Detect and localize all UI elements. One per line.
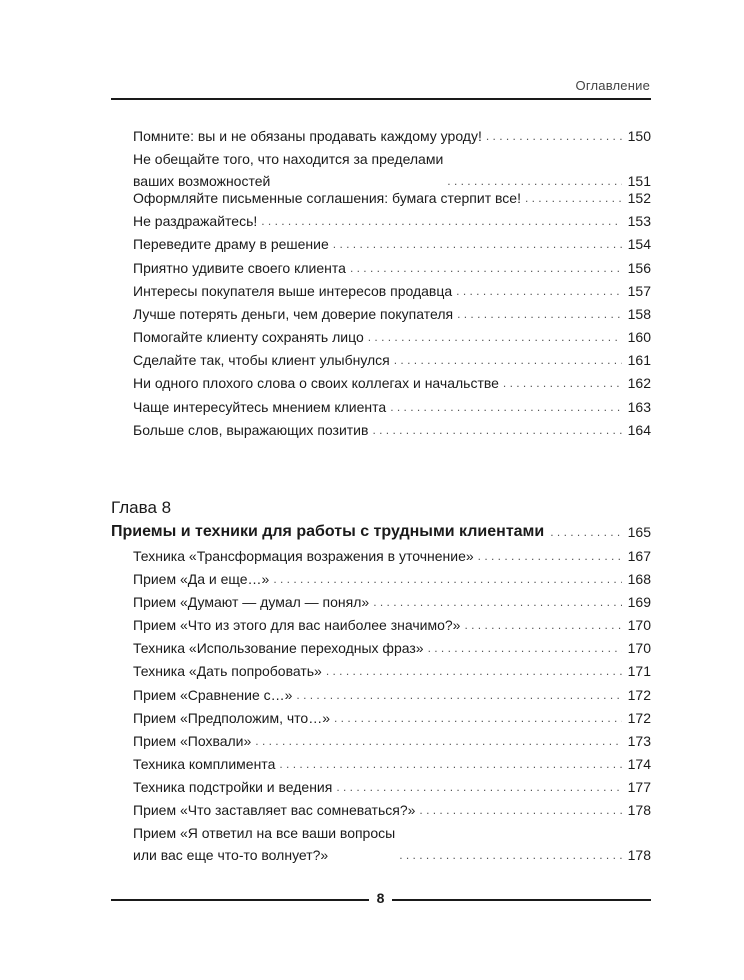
- chapter-title-entry[interactable]: [111, 520, 651, 544]
- toc-entry[interactable]: [133, 637, 651, 659]
- dot-leader: [390, 396, 621, 418]
- toc-entry[interactable]: [133, 187, 651, 209]
- page-number: 8: [376, 890, 385, 906]
- toc-entry-page: 172: [627, 687, 651, 703]
- toc-entry-page: 161: [627, 352, 651, 368]
- toc-entry-title: Прием «Да и еще…»: [133, 571, 270, 587]
- toc-entry-title: Больше слов, выражающих позитив: [133, 422, 369, 438]
- dot-leader: [279, 753, 621, 775]
- toc-entry-page: 163: [627, 399, 651, 415]
- toc-entry-page: 164: [627, 422, 651, 438]
- toc-entry[interactable]: [133, 660, 651, 682]
- toc-entry-title: Оформляйте письменные соглашения: бумага стерпит все!: [133, 190, 521, 206]
- toc-entry-page: 157: [627, 283, 651, 299]
- dot-leader: [333, 233, 622, 255]
- toc-entry-page: 171: [627, 663, 651, 679]
- header-rule: [111, 98, 651, 100]
- dot-leader: [372, 419, 621, 441]
- dot-leader: [273, 568, 621, 590]
- dot-leader: [457, 303, 622, 325]
- toc-entry[interactable]: [133, 125, 651, 147]
- toc-entry-title: Переведите драму в решение: [133, 236, 329, 252]
- chapter-label: Глава 8: [111, 498, 172, 517]
- toc-entry-page: 169: [627, 594, 651, 610]
- toc-entry-page: 160: [627, 329, 651, 345]
- toc-entry-title: Чаще интересуйтесь мнением клиента: [133, 399, 387, 415]
- dot-leader: [296, 684, 621, 706]
- toc-entry[interactable]: [133, 233, 651, 255]
- toc-entry[interactable]: [133, 280, 651, 302]
- toc-entry[interactable]: [133, 349, 651, 371]
- toc-entry-title: Прием «Что заставляет вас сомневаться?»: [133, 802, 416, 818]
- toc-entry-title: Помогайте клиенту сохранять лицо: [133, 329, 364, 345]
- toc-entry[interactable]: [133, 148, 651, 192]
- chapter-page: 165: [627, 524, 651, 540]
- toc-entry-page: 178: [627, 847, 651, 863]
- dot-leader: [550, 520, 621, 544]
- toc-entry[interactable]: [133, 326, 651, 348]
- toc-entry[interactable]: [133, 568, 651, 590]
- toc-entry-title: Лучше потерять деньги, чем доверие покупателя: [133, 306, 454, 322]
- toc-entry-page: 170: [627, 640, 651, 656]
- toc-entry[interactable]: [133, 799, 651, 821]
- toc-entry-page: 150: [627, 128, 651, 144]
- dot-leader: [456, 280, 621, 302]
- toc-entry-title: Интересы покупателя выше интересов продавца: [133, 283, 453, 299]
- toc-entry[interactable]: [133, 591, 651, 613]
- dot-leader: [334, 707, 622, 729]
- toc-entry-title: Техника «Использование переходных фраз»: [133, 640, 424, 656]
- toc-entry-page: 151: [627, 173, 651, 189]
- dot-leader: [368, 326, 622, 348]
- toc-entry-title: Прием «Сравнение с…»: [133, 687, 293, 703]
- toc-entry-title: Ни одного плохого слова о своих коллегах и начальстве: [133, 375, 499, 391]
- dot-leader: [464, 614, 621, 636]
- dot-leader: [525, 187, 622, 209]
- toc-entry-page: 156: [627, 260, 651, 276]
- toc-entry-title: Сделайте так, чтобы клиент улыбнулся: [133, 352, 390, 368]
- toc-entry-page: 168: [627, 571, 651, 587]
- dot-leader: [261, 210, 621, 232]
- toc-entry-title: Прием «Похвали»: [133, 733, 252, 749]
- toc-entry-page: 174: [627, 756, 651, 772]
- toc-entry-title: Техника «Трансформация возражения в уточнение»: [133, 548, 474, 564]
- toc-entry-page: 162: [627, 375, 651, 391]
- chapter-title: Приемы и техники для работы с трудными клиентами: [111, 523, 545, 540]
- toc-entry[interactable]: [133, 753, 651, 775]
- toc-entry-title: Техника подстройки и ведения: [133, 779, 333, 795]
- toc-entry[interactable]: [133, 545, 651, 567]
- toc-entry[interactable]: [133, 257, 651, 279]
- toc-entry-title: Техника комплимента: [133, 756, 276, 772]
- dot-leader: [394, 349, 622, 371]
- toc-entry[interactable]: [133, 614, 651, 636]
- toc-entry-title-line2: или вас еще что-то волнует?»: [133, 847, 329, 863]
- toc-entry-page: 177: [627, 779, 651, 795]
- dot-leader: [326, 660, 622, 682]
- toc-entry[interactable]: [133, 372, 651, 394]
- dot-leader: [419, 799, 621, 821]
- toc-entry-title: Прием «Что из этого для вас наиболее значимо?»: [133, 617, 461, 633]
- toc-entry-page: 158: [627, 306, 651, 322]
- toc-entry[interactable]: [133, 822, 651, 866]
- dot-leader: [486, 125, 622, 147]
- toc-entry-title: Приятно удивите своего клиента: [133, 260, 346, 276]
- dot-leader: [503, 372, 622, 394]
- toc-entry-page: 153: [627, 213, 651, 229]
- toc-entry[interactable]: [133, 684, 651, 706]
- footer-rule-right: [392, 899, 651, 901]
- toc-entry-title: Прием «Думают — думал — понял»: [133, 594, 370, 610]
- toc-entry-title-line1: Не обещайте того, что находится за пределами: [133, 151, 444, 167]
- toc-entry[interactable]: [133, 730, 651, 752]
- dot-leader: [399, 844, 621, 866]
- toc-entry-page: 170: [627, 617, 651, 633]
- toc-entry-page: 172: [627, 710, 651, 726]
- dot-leader: [373, 591, 621, 613]
- toc-entry[interactable]: [133, 707, 651, 729]
- dot-leader: [350, 257, 622, 279]
- toc-entry-page: 178: [627, 802, 651, 818]
- toc-entry[interactable]: [133, 776, 651, 798]
- toc-entry[interactable]: [133, 419, 651, 441]
- toc-entry-page: 154: [627, 236, 651, 252]
- dot-leader: [428, 637, 622, 659]
- toc-entry-title: Помните: вы и не обязаны продавать каждому уроду!: [133, 128, 482, 144]
- toc-entry-title: Прием «Предположим, что…»: [133, 710, 330, 726]
- toc-entry-page: 167: [627, 548, 651, 564]
- toc-entry-page: 173: [627, 733, 651, 749]
- toc-entry-title-line1: Прием «Я ответил на все ваши вопросы: [133, 825, 396, 841]
- toc-entry-page: 152: [627, 190, 651, 206]
- toc-entry[interactable]: [133, 396, 651, 418]
- running-head: Оглавление: [575, 78, 650, 93]
- dot-leader: [478, 545, 622, 567]
- toc-entry-title: Не раздражайтесь!: [133, 213, 258, 229]
- dot-leader: [255, 730, 621, 752]
- footer-rule-left: [111, 899, 369, 901]
- dot-leader: [336, 776, 621, 798]
- toc-entry-title: Техника «Дать попробовать»: [133, 663, 322, 679]
- toc-entry[interactable]: [133, 303, 651, 325]
- toc-entry-title-line2: ваших возможностей: [133, 173, 271, 189]
- toc-entry[interactable]: [133, 210, 651, 232]
